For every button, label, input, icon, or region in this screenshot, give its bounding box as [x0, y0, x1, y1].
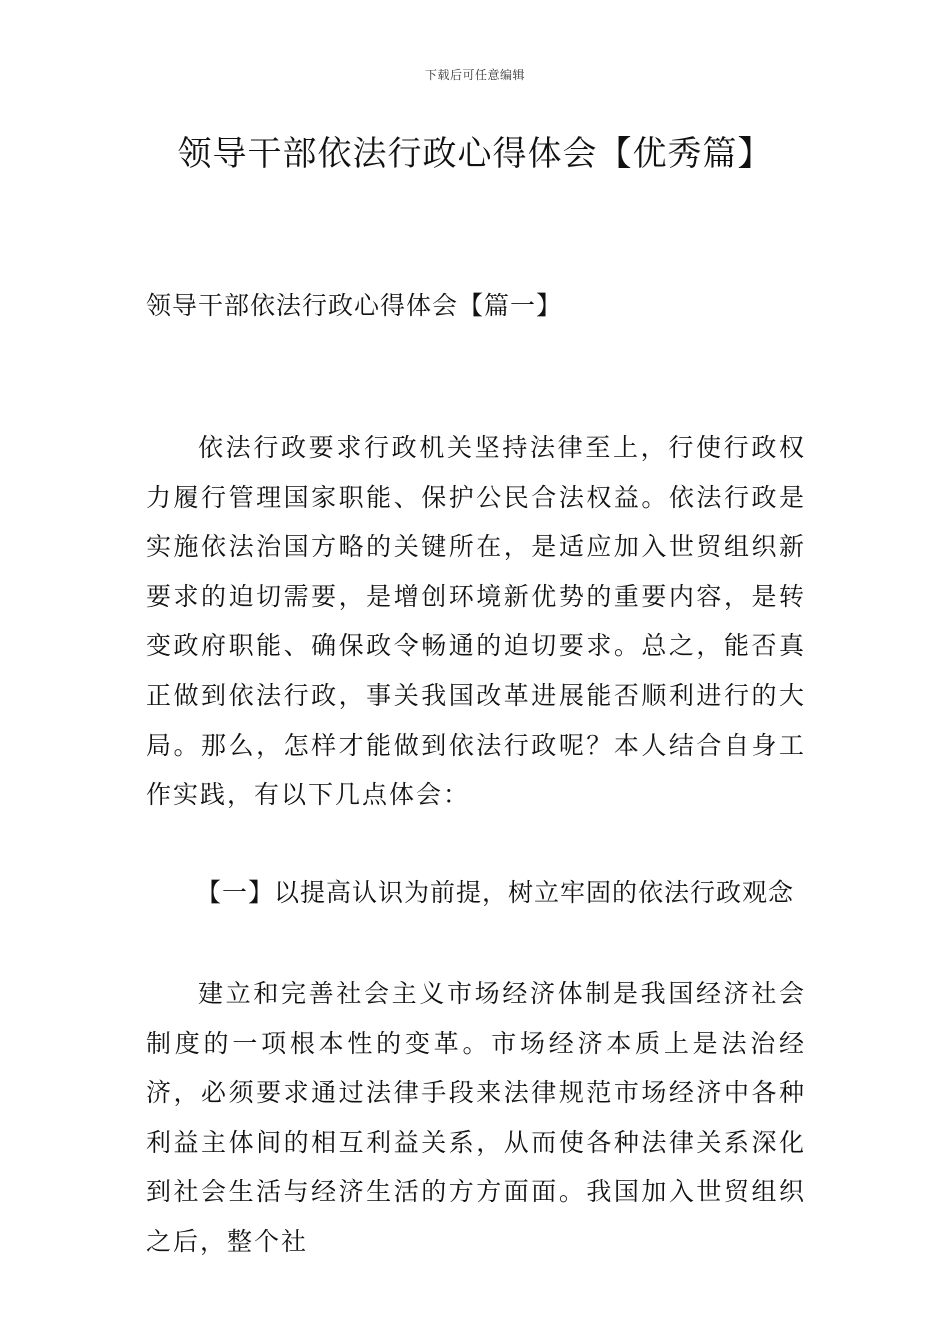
body-paragraph-1: 依法行政要求行政机关坚持法律至上，行使行政权力履行管理国家职能、保护公民合法权益。依法行政是实施依法治国方略的关键所在，是适应加入世贸组织新要求的迫切需要，是增创环境新优势的重要内容，是转变政府职能、确保政令畅通的迫切要求。总之，能否真正做到依法行政，事关我国改革进展能否顺利进行的大局。那么，怎样才能做到依法行政呢？本人结合自身工作实践，有以下几点体会： [146, 433, 806, 810]
page-header-note: 下载后可任意编辑 [424, 68, 525, 82]
subsection-heading: 【一】以提高认识为前提，树立牢固的依法行政观念 [196, 878, 795, 907]
section-heading: 领导干部依法行政心得体会【篇一】 [146, 291, 563, 320]
body-paragraph-2: 建立和完善社会主义市场经济体制是我国经济社会制度的一项根本性的变革。市场经济本质上是法治经济，必须要求通过法律手段来法律规范市场经济中各种利益主体间的相互利益关系，从而使各种法律关系深化到社会生活与经济生活的方方面面。我国加入世贸组织之后，整个社 [146, 979, 806, 1256]
document-title: 领导干部依法行政心得体会【优秀篇】 [177, 134, 773, 174]
